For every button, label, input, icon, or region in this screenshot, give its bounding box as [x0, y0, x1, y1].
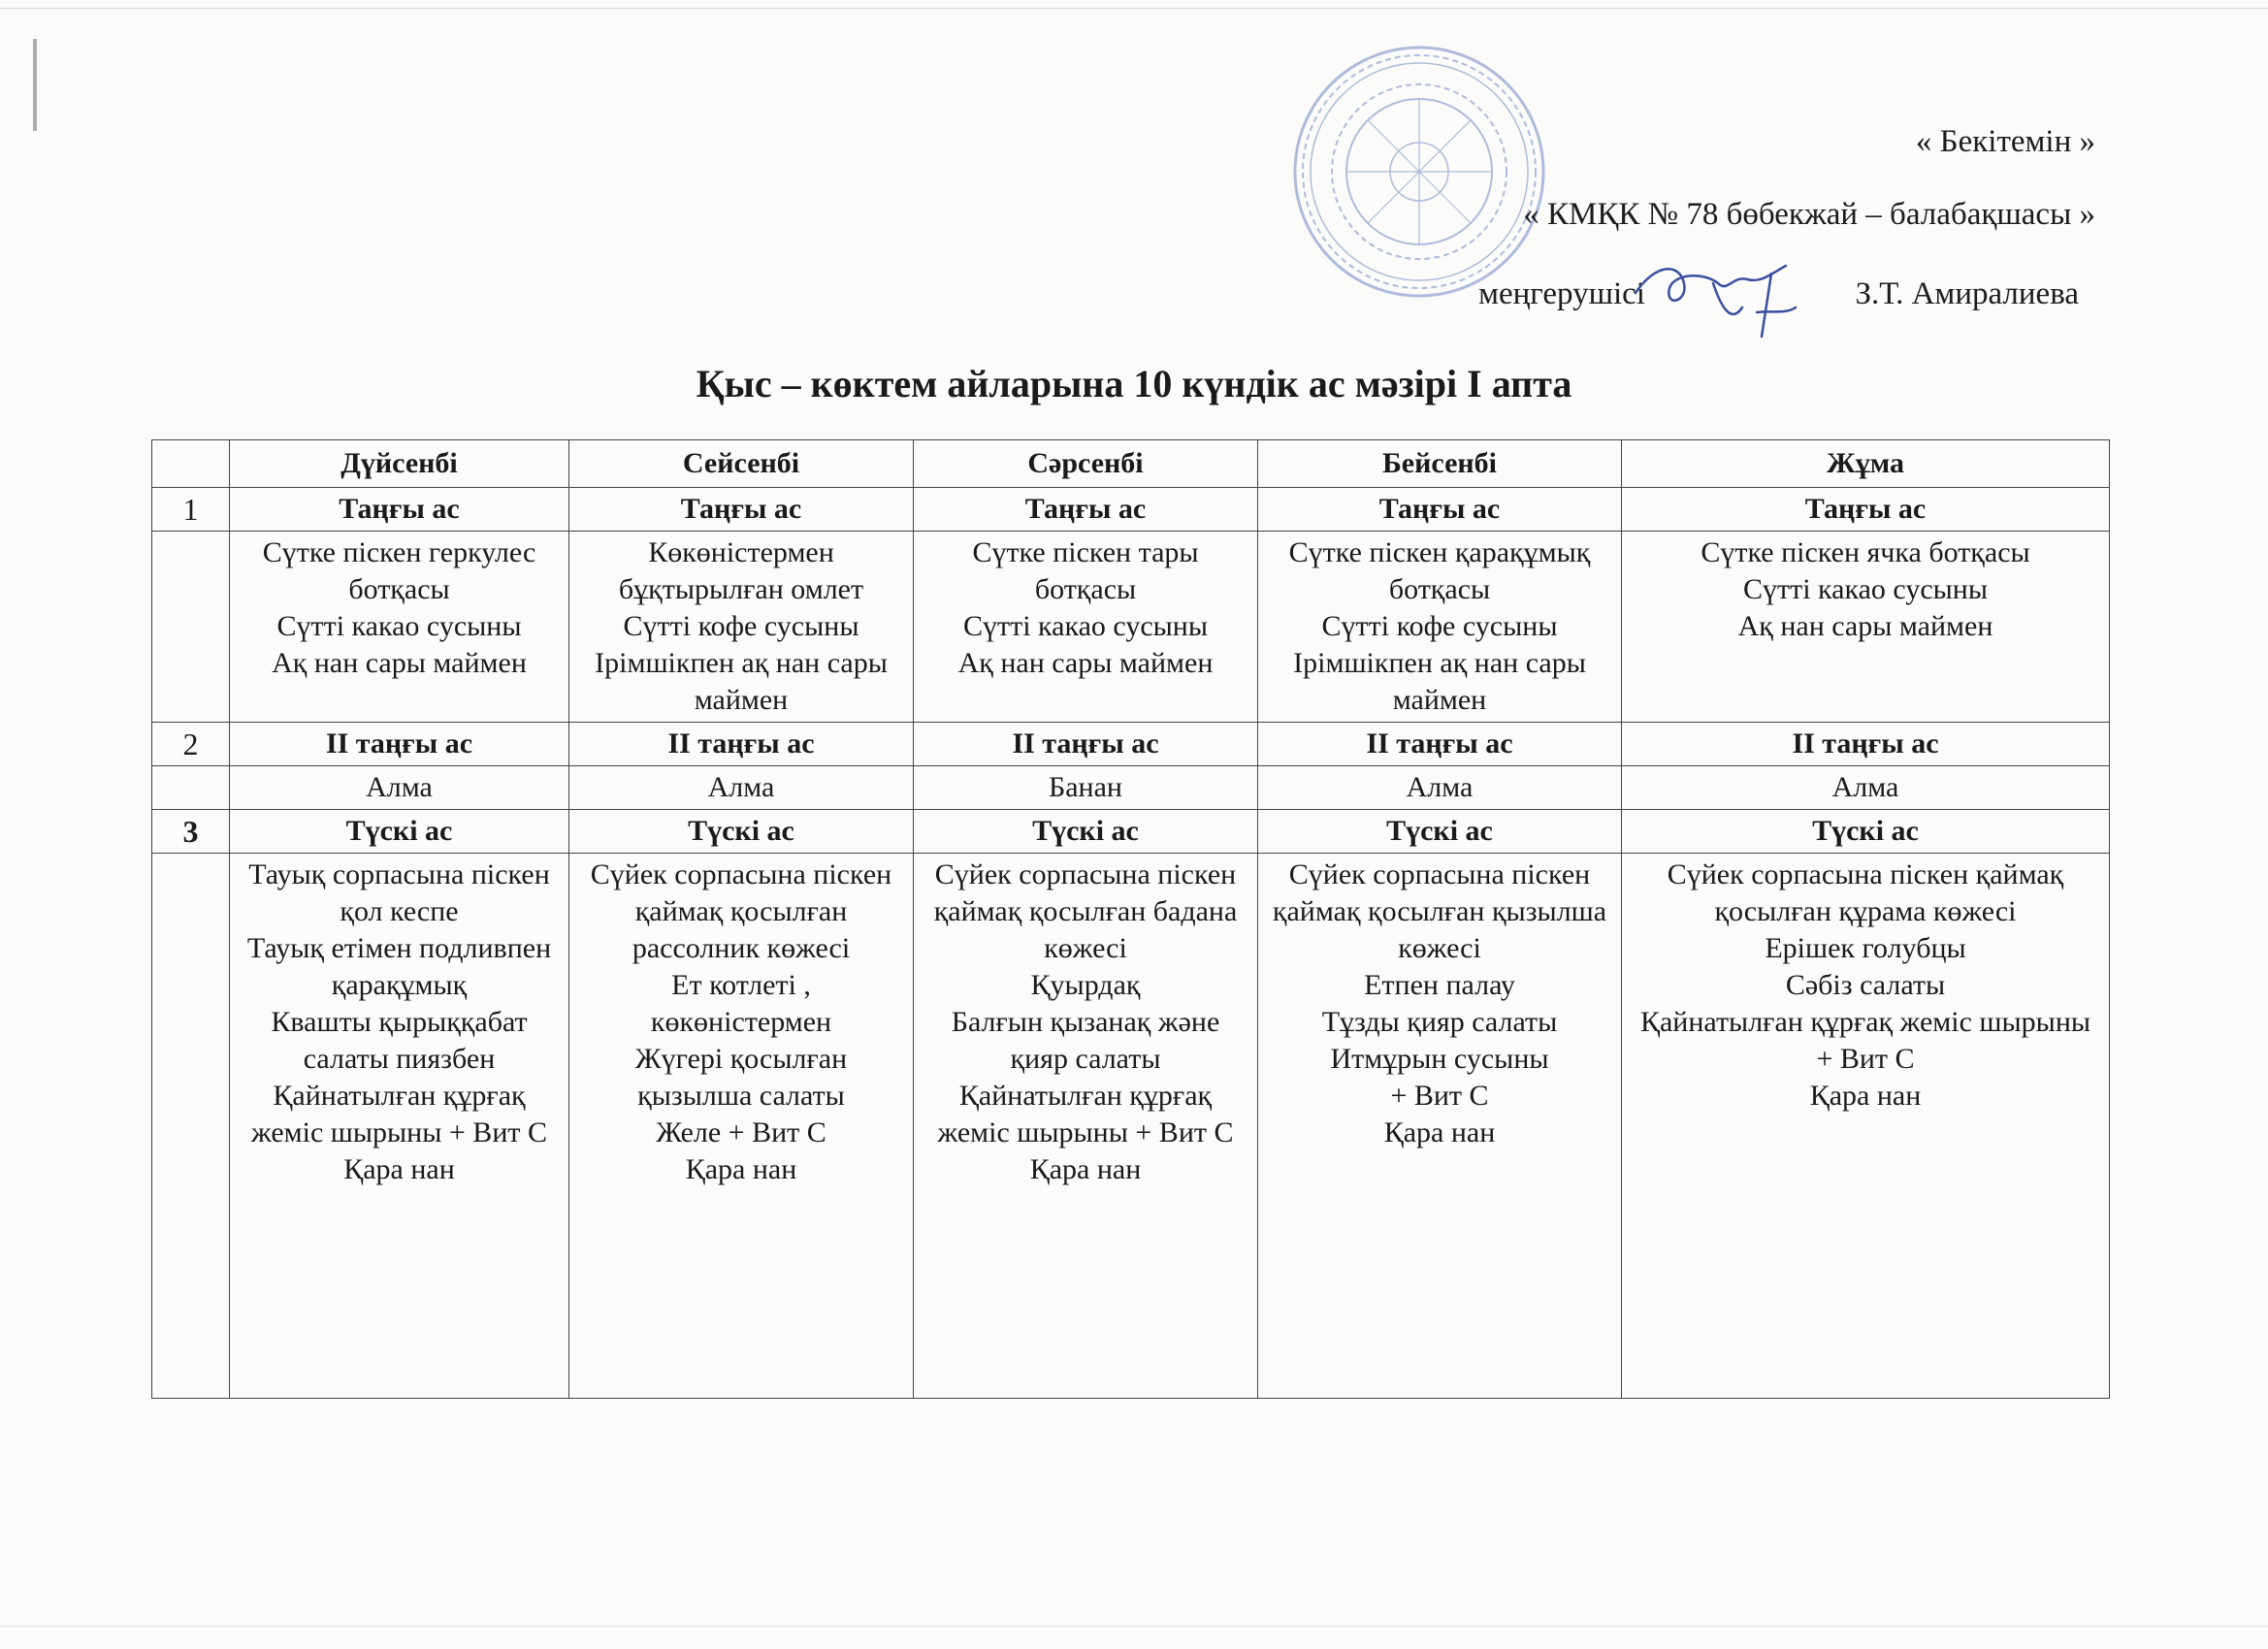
dish-item: Қара нан — [1809, 1080, 1922, 1112]
meal-label: Таңғы ас — [1622, 488, 2110, 532]
dish-item: Сүтке піскен геркулес ботқасы — [262, 536, 536, 605]
dish-item: Сүйек сорпасына піскен қаймақ қосылған құрама көжесі — [1667, 858, 2064, 927]
page-title: Қыс – көктем айларына 10 күндік ас мәзірі І апта — [696, 362, 1572, 405]
dishes-cell-thursday — [1258, 766, 1622, 810]
dishes-cell-tuesday — [569, 854, 914, 1399]
menu-table — [151, 439, 2110, 1399]
dish-item: Балғын қызанақ және қияр салаты — [951, 1006, 1220, 1075]
dish-item: Тауық сорпасына піскен қол кеспе — [248, 858, 550, 927]
header-day-tuesday: Сейсенбі — [569, 440, 914, 488]
meal-label: Түскі ас — [569, 810, 914, 854]
header-row — [152, 440, 2110, 488]
dish-item: Сүтті какао сусыны — [1742, 573, 1989, 605]
scan-edge-bottom — [0, 1626, 2268, 1627]
dishes-row-second-breakfast — [152, 766, 2110, 810]
approval-line-approve: « Бекітемін » — [1915, 124, 2095, 159]
header-day-wednesday: Сәрсенбі — [914, 440, 1258, 488]
meal-label: Түскі ас — [230, 810, 569, 854]
dish-item: Қара нан — [1383, 1116, 1496, 1148]
dishes-cell-wednesday — [914, 854, 1258, 1399]
meal-number: 2 — [152, 723, 230, 766]
dish-item: Алма — [366, 771, 433, 803]
meal-row-breakfast — [152, 488, 2110, 532]
dishes-cell-thursday — [1258, 532, 1622, 723]
meal-label: ІІ таңғы ас — [1622, 723, 2110, 766]
empty-number-cell — [152, 532, 230, 723]
dish-item: Сәбіз салаты — [1785, 969, 1946, 1001]
dish-item: Қайнатылған құрғақ жеміс шырыны + Вит С — [1639, 1006, 2091, 1075]
dish-item: Банан — [1049, 771, 1122, 803]
meal-number: 3 — [152, 810, 230, 854]
dishes-cell-tuesday — [569, 532, 914, 723]
dish-item: Қуырдақ — [1030, 969, 1141, 1001]
dish-item: Сүтті какао сусыны — [276, 610, 522, 642]
header-number-cell — [152, 440, 230, 488]
meal-label: Таңғы ас — [569, 488, 914, 532]
meal-label: Таңғы ас — [230, 488, 569, 532]
dish-item: Сүйек сорпасына піскен қаймақ қосылған рассолник көжесі — [590, 858, 892, 964]
official-stamp-icon — [1288, 41, 1550, 303]
dish-item: Ет котлеті , көкөністермен — [650, 969, 832, 1038]
dish-item: Сүйек сорпасына піскен қаймақ қосылған бадана көжесі — [933, 858, 1238, 964]
dish-item: Көкөністермен бұқтырылған омлет — [618, 536, 864, 605]
dish-item: Сүтке піскен ячка ботқасы — [1701, 536, 2030, 568]
scan-edge-left — [33, 39, 37, 131]
empty-number-cell — [152, 766, 230, 810]
dish-item: Сүтті кофе сусыны — [1321, 610, 1558, 642]
dish-item: Тұзды қияр салаты — [1321, 1006, 1558, 1038]
dish-item: Қара нан — [1029, 1153, 1142, 1185]
dishes-cell-friday — [1622, 854, 2110, 1399]
scan-edge-top — [0, 8, 2268, 9]
header-day-friday: Жұма — [1622, 440, 2110, 488]
meal-label: Таңғы ас — [914, 488, 1258, 532]
dish-item: Сүтті какао сусыны — [962, 610, 1209, 642]
dishes-cell-friday — [1622, 766, 2110, 810]
meal-row-lunch — [152, 810, 2110, 854]
dish-item: Ақ нан сары маймен — [1737, 610, 1993, 642]
dish-item: Сүйек сорпасына піскен қаймақ қосылған қызылша көжесі — [1272, 858, 1607, 964]
dishes-cell-friday — [1622, 532, 2110, 723]
dishes-cell-wednesday — [914, 532, 1258, 723]
dishes-cell-monday — [230, 766, 569, 810]
dish-item: Сүтті кофе сусыны — [623, 610, 859, 642]
meal-label: Түскі ас — [914, 810, 1258, 854]
meal-label: Түскі ас — [1622, 810, 2110, 854]
dish-item: Алма — [1831, 771, 1899, 803]
dishes-cell-thursday — [1258, 854, 1622, 1399]
dish-item: Қайнатылған құрғақ жеміс шырыны + Вит С — [937, 1080, 1234, 1148]
empty-number-cell — [152, 854, 230, 1399]
dishes-row-breakfast — [152, 532, 2110, 723]
meal-number: 1 — [152, 488, 230, 532]
meal-label: ІІ таңғы ас — [914, 723, 1258, 766]
dish-item: Ерішек голубцы — [1765, 932, 1966, 964]
meal-label: Таңғы ас — [1258, 488, 1622, 532]
header-day-thursday: Бейсенбі — [1258, 440, 1622, 488]
dish-item: Алма — [707, 771, 775, 803]
dish-item: Қара нан — [685, 1153, 797, 1185]
dish-item: Ірімшікпен ақ нан сары маймен — [595, 647, 888, 716]
meal-label: ІІ таңғы ас — [569, 723, 914, 766]
dish-item: Ақ нан сары маймен — [957, 647, 1214, 679]
dish-item: Қайнатылған құрғақ жеміс шырыны + Вит С — [250, 1080, 547, 1148]
dish-item: Сүтке піскен тары ботқасы — [972, 536, 1199, 605]
dish-item: Алма — [1406, 771, 1474, 803]
dish-item: Сүтке піскен қарақұмық ботқасы — [1288, 536, 1591, 605]
meal-label: ІІ таңғы ас — [230, 723, 569, 766]
dish-item: Итмұрын сусыны — [1330, 1043, 1549, 1075]
approval-line-organization: « КМҚК № 78 бөбекжай – балабақшасы » — [1523, 197, 2095, 232]
dishes-cell-tuesday — [569, 766, 914, 810]
dish-item: Тауық етімен подливпен қарақұмық — [246, 932, 552, 1001]
dish-item: Жүгері қосылған қызылша салаты — [634, 1043, 848, 1112]
dish-item: Желе + Вит С — [656, 1116, 826, 1148]
manager-name: З.Т. Амиралиева — [1855, 276, 2079, 311]
dishes-cell-monday — [230, 854, 569, 1399]
meal-label: ІІ таңғы ас — [1258, 723, 1622, 766]
meal-label: Түскі ас — [1258, 810, 1622, 854]
dish-item: Етпен палау — [1364, 969, 1515, 1001]
dishes-cell-monday — [230, 532, 569, 723]
dish-item: Квашты қырыққабат салаты пиязбен — [271, 1006, 528, 1075]
dish-item: Ақ нан сары маймен — [272, 647, 527, 679]
dish-item: Ірімшікпен ақ нан сары маймен — [1293, 647, 1586, 716]
header-day-monday: Дүйсенбі — [230, 440, 569, 488]
dish-item: Қара нан — [343, 1153, 455, 1185]
handwritten-signature-icon — [1626, 254, 1820, 341]
dish-item: + Вит С — [1390, 1080, 1489, 1112]
meal-row-second-breakfast — [152, 723, 2110, 766]
manager-title: меңгерушісі — [1478, 276, 1645, 311]
dishes-row-lunch — [152, 854, 2110, 1399]
dishes-cell-wednesday — [914, 766, 1258, 810]
